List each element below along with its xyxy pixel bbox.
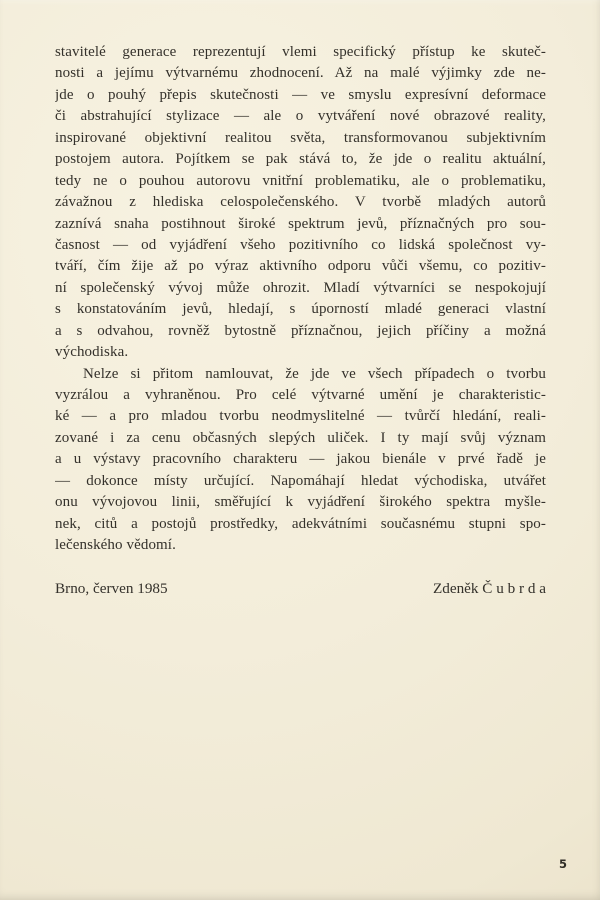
- text-line: a u výstavy pracovního charakteru — jakou bienále v prvé řadě je: [55, 451, 546, 468]
- text-line: postojem autora. Pojítkem se pak stává to, že jde o realitu aktuální,: [55, 151, 546, 168]
- text-line: vyzrálou a vyhraněnou. Pro celé výtvarné umění je charakteristic-: [55, 387, 546, 403]
- text-line: Nelze si přitom namlouvat, že jde ve všech případech o tvorbu: [83, 365, 546, 382]
- text-line: východiska.: [55, 344, 129, 361]
- text-line: a s odvahou, rovněž bytostně příznačnou, jejich příčiny a možná: [55, 322, 546, 339]
- page-number: 5: [558, 857, 567, 871]
- author-signature: Zdeněk Č u b r d a: [432, 580, 546, 597]
- text-line: — dokonce místy určující. Napomáhají hledat východiska, utvářet: [55, 472, 546, 489]
- text-line: stavitelé generace reprezentují vlemi specifický přístup ke skuteč-: [55, 44, 546, 60]
- text-line: inspirované objektivní realitou světa, transformovanou subjektivním: [55, 129, 546, 146]
- text-line: závažnou z hlediska celospolečenského. V tvorbě mladých autorů: [55, 194, 546, 211]
- text-line: nek, citů a postojů prostředky, adekvátními současnému stupni spo-: [55, 515, 546, 532]
- text-line: ké — a pro mladou tvorbu neodmyslitelné — tvůrčí hledání, reali-: [55, 408, 546, 425]
- text-line: nosti a jejímu výtvarnému zhodnocení. Až na malé výjimky zde ne-: [55, 65, 546, 82]
- text-line: ní společenský vývoj může ohrozit. Mladí výtvarníci se nespokojují: [55, 279, 546, 296]
- text-line: či abstrahující stylizace — ale o vytváření nové obrazové reality,: [55, 108, 546, 125]
- text-line: zaznívá snaha postihnout široké spektrum jevů, příznačných pro sou-: [55, 215, 546, 232]
- text-line: časnost — od vyjádření všeho pozitivního co lidská společnost vy-: [55, 236, 546, 253]
- text-line: tváří, čím žije až po výraz aktivního odporu vůči všemu, co pozitiv-: [55, 258, 546, 275]
- text-line: zované i za cenu občasných slepých uliček. I ty mají svůj význam: [55, 429, 546, 446]
- body-text: [55, 42, 546, 557]
- place-date: Brno, červen 1985: [55, 580, 168, 597]
- text-line: tedy ne o pouhou autorovu vnitřní problematiku, ale o problematiku,: [55, 172, 546, 189]
- signature-row: [55, 578, 546, 599]
- text-line: s konstatováním jevů, hledají, s úporností mladé generaci vlastní: [55, 301, 546, 318]
- text-line: lečenského vědomí.: [55, 537, 176, 554]
- text-line: onu vývojovou linii, směřující k vyjádření širokého spektra myšle-: [55, 494, 546, 511]
- text-line: jde o pouhý přepis skutečnosti — ve smyslu expresívní deformace: [55, 86, 546, 103]
